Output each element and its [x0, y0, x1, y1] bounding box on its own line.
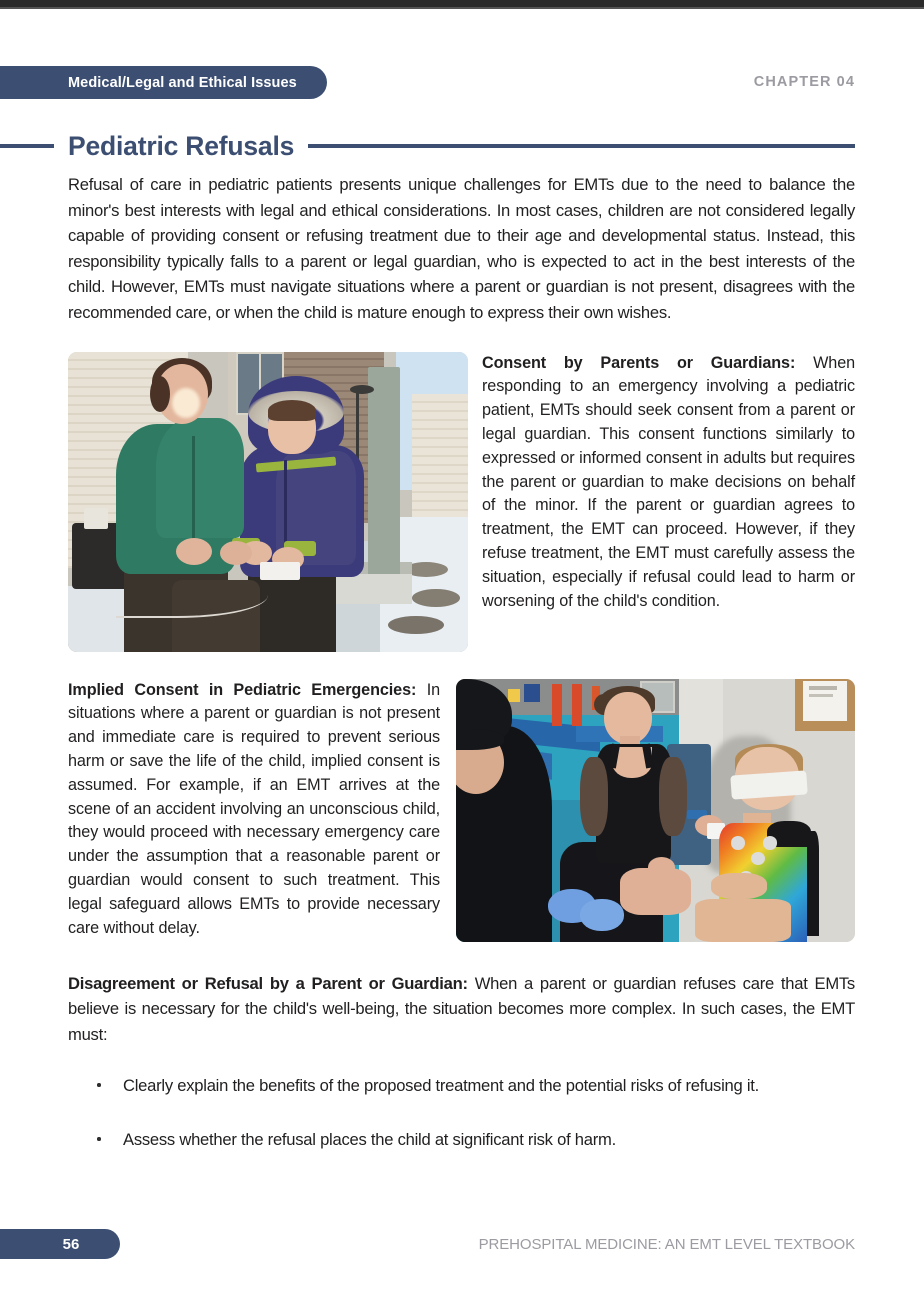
spacer — [68, 660, 855, 679]
chapter-label: CHAPTER 04 — [753, 74, 855, 90]
title-rule-right — [308, 144, 855, 148]
section-badge — [0, 66, 327, 99]
photo2-mother-tattooed-arm-right — [659, 757, 687, 836]
disagreement-body: When a parent or guardian refuses care that EMTs believe is necessary for the child's well-being, the situation becomes more complex. In such cases, the EMT must: — [68, 973, 855, 1044]
photo1-sun-glare — [172, 388, 200, 418]
photo2-rack-post-1 — [552, 684, 562, 726]
title-rule-left — [0, 144, 54, 148]
photo1-woman-hand-left — [176, 538, 212, 565]
implied-consent-lead-in: Implied Consent in Pediatric Emergencies: — [68, 680, 417, 699]
viewer-top-chrome-divider — [0, 7, 924, 9]
list-item-label: Clearly explain the benefits of the proposed treatment and the potential risks of refusing it. — [123, 1076, 760, 1096]
photo1-porch-column — [368, 367, 400, 583]
page-content — [68, 172, 855, 1181]
spacer — [68, 950, 855, 971]
footer-book-title: PREHOSPITAL MEDICINE: AN EMT LEVEL TEXTBOOK — [478, 1236, 855, 1253]
photo1-puddle-3 — [388, 616, 444, 634]
photo2-leotard-emblem-1 — [731, 836, 745, 849]
photo1-woman-hand-right — [220, 541, 252, 565]
implied-consent-body: In situations where a parent or guardian is not present and immediate care is required to prevent serious harm or save the life of the child, implied consent is assumed. For example, if an EMT arrives at the scene of an accident involving an unconscious child, they would proceed with necessary emergency care under the assumption that a reasonable parent or guardian would consent to such treatment. This legal safeguard allows EMTs to provide necessary care without delay. — [68, 680, 440, 937]
photo1-equipment-case — [84, 508, 108, 529]
figure-winter-porch — [68, 352, 468, 652]
disagreement-lead-in: Disagreement or Refusal by a Parent or Guardian: — [68, 973, 468, 993]
spacer — [68, 1047, 855, 1073]
photo1-woman-hair-side — [150, 376, 170, 412]
photo2-equipment-blue — [524, 684, 540, 702]
photo2-child-leg — [695, 899, 791, 941]
photo2-equipment-yellow — [508, 689, 520, 702]
spacer — [68, 326, 855, 352]
photo-winter-porch — [68, 352, 468, 652]
photo1-woman-coat-highlight — [156, 418, 244, 538]
photo2-emt-glove-right — [580, 899, 624, 931]
photo2-child-arm — [711, 873, 767, 899]
figure-gym-treatment — [456, 679, 855, 942]
page-number-badge — [0, 1229, 120, 1259]
photo2-notice-line-1 — [809, 686, 837, 690]
photo1-shovel-grip — [350, 385, 374, 394]
photo2-mother-tattooed-arm-left — [580, 757, 608, 836]
bullet-dot-icon — [97, 1083, 101, 1087]
list-item-label: Assess whether the refusal places the child at significant risk of harm. — [123, 1130, 616, 1150]
photo1-puddle-2 — [412, 589, 460, 607]
photo2-notice-line-2 — [809, 694, 833, 697]
intro-paragraph: Refusal of care in pediatric patients presents unique challenges for EMTs due to the need to balance the minor's best interests with legal and ethical considerations. In most cases, children are not considered legally capable of providing consent or refusing treatment due to their age and developmental status. Instead, this responsibility typically falls to a parent or legal guardian, who is expected to act in the best interests of the child. However, EMTs must navigate situations where a parent or guardian is not present, disagrees with the recommended care, or when the child is mature enough to express their own wishes. — [68, 175, 855, 322]
photo2-leotard-emblem-4 — [763, 836, 777, 849]
photo2-rack-post-2 — [572, 684, 582, 726]
section-badge-label: Medical/Legal and Ethical Issues — [68, 74, 297, 91]
photo1-siding-right — [412, 394, 468, 532]
consent-body: When responding to an emergency involving a pediatric patient, EMTs should seek consent from a parent or legal guardian. This consent functions similarly to expressed or informed consent in adults but requires the parent or guardian to make decisions on behalf of the minor. If the parent or guardian agrees to treatment, the EMT can proceed. However, if they refuse treatment, the EMT must carefully assess the situation, especially if refusal could lead to harm or worsening of the child's condition. — [482, 353, 855, 610]
bullet-dot-icon — [97, 1137, 101, 1141]
photo1-woman-zipper — [192, 436, 195, 544]
photo2-emt-cap-brim — [456, 729, 504, 750]
disagreement-paragraph — [68, 971, 855, 1048]
photo1-porch-step — [332, 574, 412, 604]
consent-lead-in: Consent by Parents or Guardians: — [482, 353, 796, 372]
photo1-pulse-oximeter — [260, 562, 300, 580]
photo-gym-treatment — [456, 679, 855, 942]
viewer-top-chrome — [0, 0, 924, 7]
page-title-row — [0, 128, 855, 164]
page-title: Pediatric Refusals — [68, 130, 295, 161]
photo1-child-hair — [268, 400, 316, 421]
list-item — [68, 1127, 855, 1152]
page-number-label: 56 — [62, 1235, 80, 1253]
list-item — [68, 1073, 855, 1098]
requirements-list — [68, 1073, 855, 1152]
photo1-shovel-handle — [356, 388, 359, 460]
